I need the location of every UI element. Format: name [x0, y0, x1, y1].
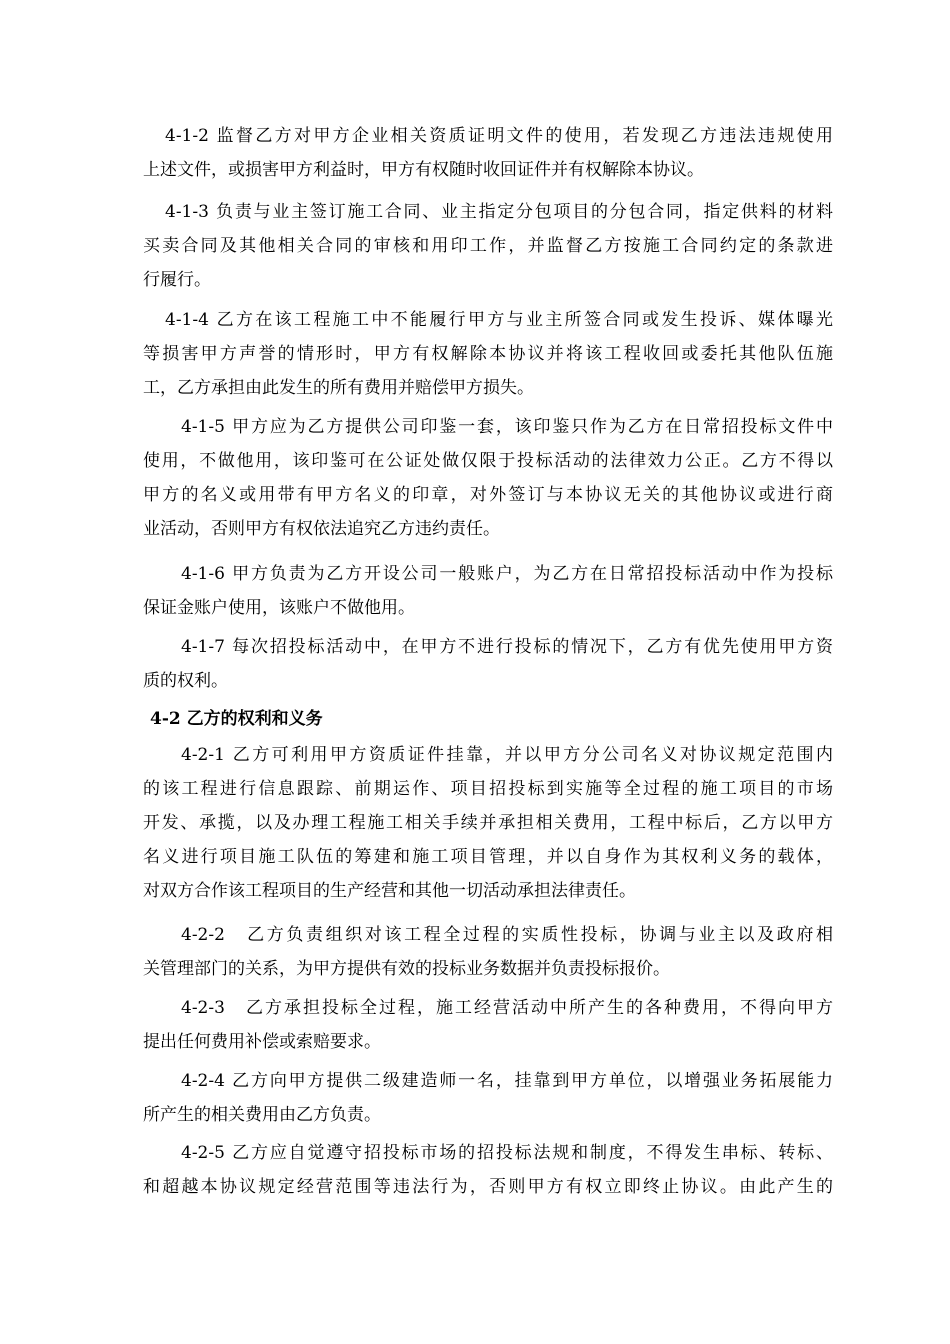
clause-4-2-3-line-1: 4-2-3 乙方承担投标全过程，施工经营活动中所产生的各种费用，不得向甲方 [181, 998, 833, 1018]
clause-4-1-7 [143, 630, 833, 698]
clause-4-1-3 [143, 195, 833, 297]
clause-4-1-4-line-2: 等损害甲方声誉的情形时，甲方有权解除本协议并将该工程收回或委托其他队伍施 [143, 344, 833, 364]
clause-4-1-5-line-3: 甲方的名义或用带有甲方名义的印章，对外签订与本协议无关的其他协议或进行商 [143, 485, 833, 505]
clause-4-1-4 [143, 303, 833, 405]
clause-4-2-1-line-5: 对双方合作该工程项目的生产经营和其他一切活动承担法律责任。 [143, 881, 636, 901]
clause-4-2-2 [143, 918, 833, 986]
clause-4-2-3 [143, 991, 833, 1059]
clause-4-1-7-line-1: 4-1-7 每次招投标活动中，在甲方不进行投标的情况下，乙方有优先使用甲方资 [181, 637, 833, 657]
clause-4-2-4 [143, 1064, 833, 1132]
clause-4-1-4-line-1: 4-1-4 乙方在该工程施工中不能履行甲方与业主所签合同或发生投诉、媒体曝光 [165, 310, 833, 330]
clause-4-1-6 [143, 557, 833, 625]
clause-4-2-3-line-2: 提出任何费用补偿或索赔要求。 [143, 1032, 381, 1052]
clause-4-2-4-line-2: 所产生的相关费用由乙方负责。 [143, 1105, 381, 1125]
clause-4-2-4-line-1: 4-2-4 乙方向甲方提供二级建造师一名，挂靠到甲方单位，以增强业务拓展能力 [181, 1071, 833, 1091]
clause-4-2-5 [143, 1136, 833, 1204]
clause-4-2-5-line-2: 和超越本协议规定经营范围等违法行为，否则甲方有权立即终止协议。由此产生的 [143, 1177, 833, 1197]
clause-4-1-5-line-2: 使用，不做他用，该印鉴可在公证处做仅限于投标活动的法律效力公正。乙方不得以 [143, 451, 833, 471]
clause-4-1-3-line-3: 行履行。 [143, 270, 211, 290]
clause-4-2-1-line-3: 开发、承揽，以及办理工程施工相关手续并承担相关费用，工程中标后，乙方以甲方 [143, 813, 833, 833]
clause-4-2-2-line-1: 4-2-2 乙方负责组织对该工程全过程的实质性投标，协调与业主以及政府相 [181, 925, 833, 945]
clause-4-1-5-line-1: 4-1-5 甲方应为乙方提供公司印鉴一套，该印鉴只作为乙方在日常招投标文件中 [181, 417, 833, 437]
section-heading-4-2: 4-2 乙方的权利和义务 [150, 709, 323, 729]
clause-4-1-4-line-3: 工，乙方承担由此发生的所有费用并赔偿甲方损失。 [143, 378, 534, 398]
clause-4-1-6-line-2: 保证金账户使用，该账户不做他用。 [143, 598, 415, 618]
clause-4-2-5-line-1: 4-2-5 乙方应自觉遵守招投标市场的招投标法规和制度，不得发生串标、转标、 [181, 1143, 833, 1163]
clause-4-2-2-line-2: 关管理部门的关系，为甲方提供有效的投标业务数据并负责投标报价。 [143, 959, 670, 979]
clause-4-1-5-line-4: 业活动，否则甲方有权依法追究乙方违约责任。 [143, 519, 500, 539]
clause-4-1-6-line-1: 4-1-6 甲方负责为乙方开设公司一般账户，为乙方在日常招投标活动中作为投标 [181, 564, 833, 584]
clause-4-1-7-line-2: 质的权利。 [143, 671, 228, 691]
clause-4-1-2-line-2: 上述文件，或损害甲方利益时，甲方有权随时收回证件并有权解除本协议。 [143, 160, 704, 180]
clause-4-1-2 [143, 119, 833, 187]
clause-4-1-2-line-1: 4-1-2 监督乙方对甲方企业相关资质证明文件的使用，若发现乙方违法违规使用 [165, 126, 833, 146]
clause-4-1-5 [143, 410, 833, 546]
clause-4-1-3-line-2: 买卖合同及其他相关合同的审核和用印工作，并监督乙方按施工合同约定的条款进 [143, 236, 833, 256]
clause-4-2-1 [143, 738, 833, 908]
clause-4-1-3-line-1: 4-1-3 负责与业主签订施工合同、业主指定分包项目的分包合同，指定供料的材料 [165, 202, 833, 222]
clause-4-2-1-line-2: 的该工程进行信息跟踪、前期运作、项目招投标到实施等全过程的施工项目的市场 [143, 779, 833, 799]
clause-4-2-1-line-1: 4-2-1 乙方可利用甲方资质证件挂靠，并以甲方分公司名义对协议规定范围内 [181, 745, 833, 765]
clause-4-2-1-line-4: 名义进行项目施工队伍的筹建和施工项目管理，并以自身作为其权利义务的载体， [143, 847, 833, 867]
